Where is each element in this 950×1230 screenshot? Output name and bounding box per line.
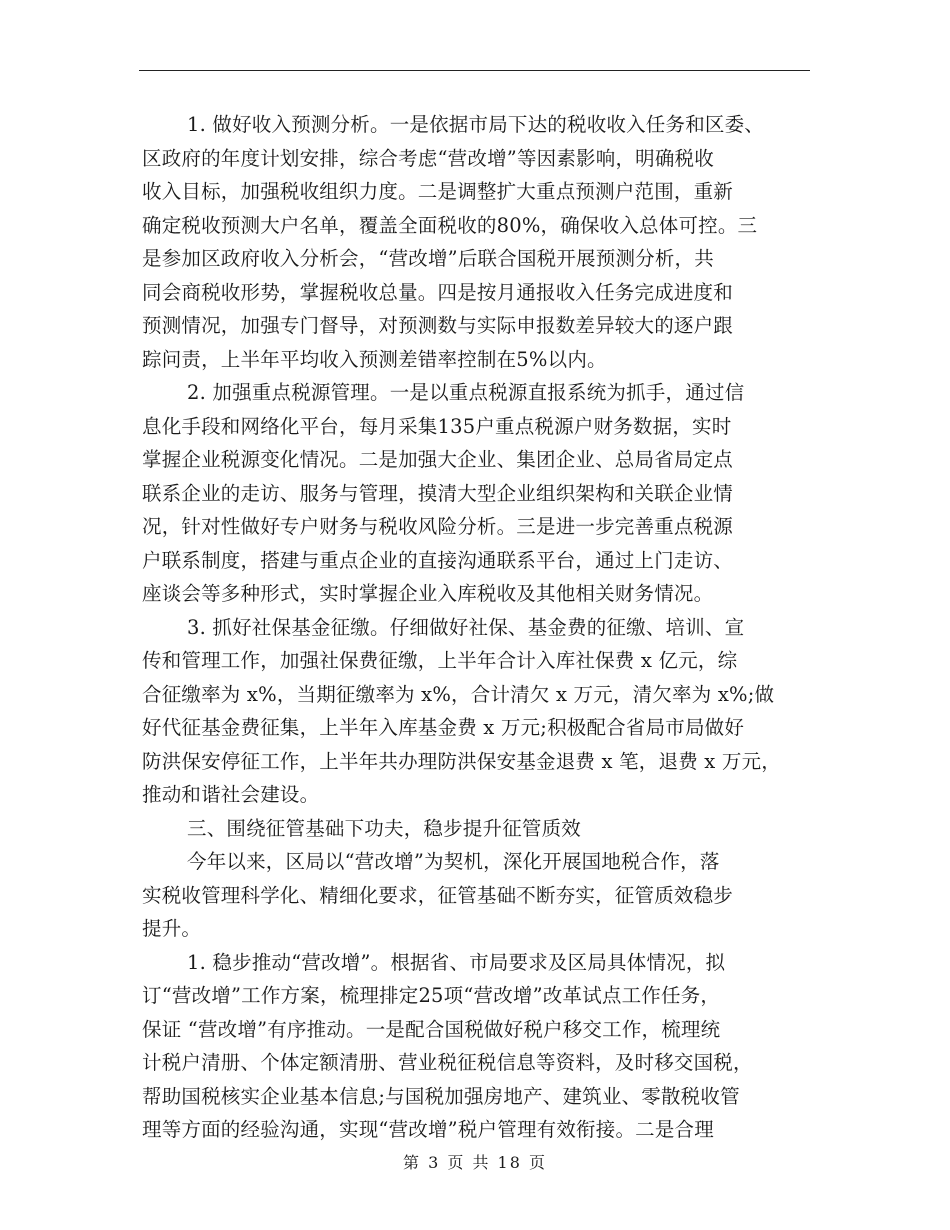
paragraph-first-line: 3. 抓好社保基金征缴。仔细做好社保、基金费的征缴、培训、宣 bbox=[187, 615, 745, 639]
header-rule bbox=[139, 70, 810, 71]
text-line: 确定税收预测大户名单，覆盖全面税收的80%，确保收入总体可控。三 bbox=[142, 213, 758, 237]
text-line: 户联系制度，搭建与重点企业的直接沟通联系平台，通过上门走访、 bbox=[142, 548, 734, 572]
paragraph-first-line: 2. 加强重点税源管理。一是以重点税源直报系统为抓手，通过信 bbox=[187, 381, 745, 404]
text-line: 况，针对性做好专户财务与税收风险分析。三是进一步完善重点税源 bbox=[142, 515, 734, 538]
text-line: 座谈会等多种形式，实时掌握企业入库税收及其他相关财务情况。 bbox=[142, 582, 714, 605]
paragraph-first-line: 三、围绕征管基础下功夫，稳步提升征管质效 bbox=[187, 816, 582, 840]
text-line: 踪问责，上半年平均收入预测差错率控制在5%以内。 bbox=[142, 347, 607, 371]
text-line: 帮助国税核实企业基本信息;与国税加强房地产、建筑业、零散税收管 bbox=[142, 1084, 740, 1108]
text-line: 同会商税收形势，掌握税收总量。四是按月通报收入任务完成进度和 bbox=[142, 280, 734, 304]
paragraph-first-line: 1. 做好收入预测分析。一是依据市局下达的税收收入任务和区委、 bbox=[187, 113, 765, 136]
text-line: 计税户清册、个体定额清册、营业税征税信息等资料，及时移交国税， bbox=[142, 1051, 753, 1074]
page-number: 第 3 页 共 18 页 bbox=[403, 1153, 547, 1172]
text-line: 传和管理工作，加强社保费征缴，上半年合计入库社保费 x 亿元，综 bbox=[142, 649, 738, 672]
text-line: 掌握企业税源变化情况。二是加强大企业、集团企业、总局省局定点 bbox=[142, 448, 734, 471]
text-line: 好代征基金费征集，上半年入库基金费 x 万元;积极配合省局市局做好 bbox=[142, 716, 745, 739]
text-line: 理等方面的经验沟通，实现“营改增”税户管理有效衔接。二是合理 bbox=[142, 1118, 714, 1141]
document-body bbox=[142, 108, 810, 1147]
paragraph-first-line: 1. 稳步推动“营改增”。根据省、市局要求及区局具体情况，拟 bbox=[187, 950, 726, 974]
text-line: 合征缴率为 x%，当期征缴率为 x%，合计清欠 x 万元，清欠率为 x%;做 bbox=[142, 682, 775, 706]
text-line: 息化手段和网络化平台，每月采集135户重点税源户财务数据，实时 bbox=[142, 414, 732, 438]
text-line: 保证 “营改增”有序推动。一是配合国税做好税户移交工作，梳理统 bbox=[142, 1017, 721, 1041]
text-line: 区政府的年度计划安排，综合考虑“营改增”等因素影响，明确税收 bbox=[142, 146, 714, 170]
text-line: 订“营改增”工作方案，梳理排定25项“营改增”改革试点工作任务， bbox=[142, 984, 721, 1007]
text-line: 联系企业的走访、服务与管理，摸清大型企业组织架构和关联企业情 bbox=[142, 481, 734, 505]
text-line: 收入目标，加强税收组织力度。二是调整扩大重点预测户范围，重新 bbox=[142, 180, 734, 203]
text-line: 是参加区政府收入分析会，“营改增”后联合国税开展预测分析，共 bbox=[142, 247, 714, 270]
text-line: 防洪保安停征工作，上半年共办理防洪保安基金退费 x 笔，退费 x 万元， bbox=[142, 749, 781, 773]
paragraph-first-line: 今年以来，区局以“营改增”为契机，深化开展国地税合作，落 bbox=[187, 850, 720, 873]
text-line: 提升。 bbox=[142, 917, 202, 940]
text-line: 预测情况，加强专门督导，对预测数与实际申报数差异较大的逐户跟 bbox=[142, 314, 734, 337]
text-line: 实税收管理科学化、精细化要求，征管基础不断夯实，征管质效稳步 bbox=[142, 883, 734, 907]
text-line: 推动和谐社会建设。 bbox=[142, 783, 320, 806]
